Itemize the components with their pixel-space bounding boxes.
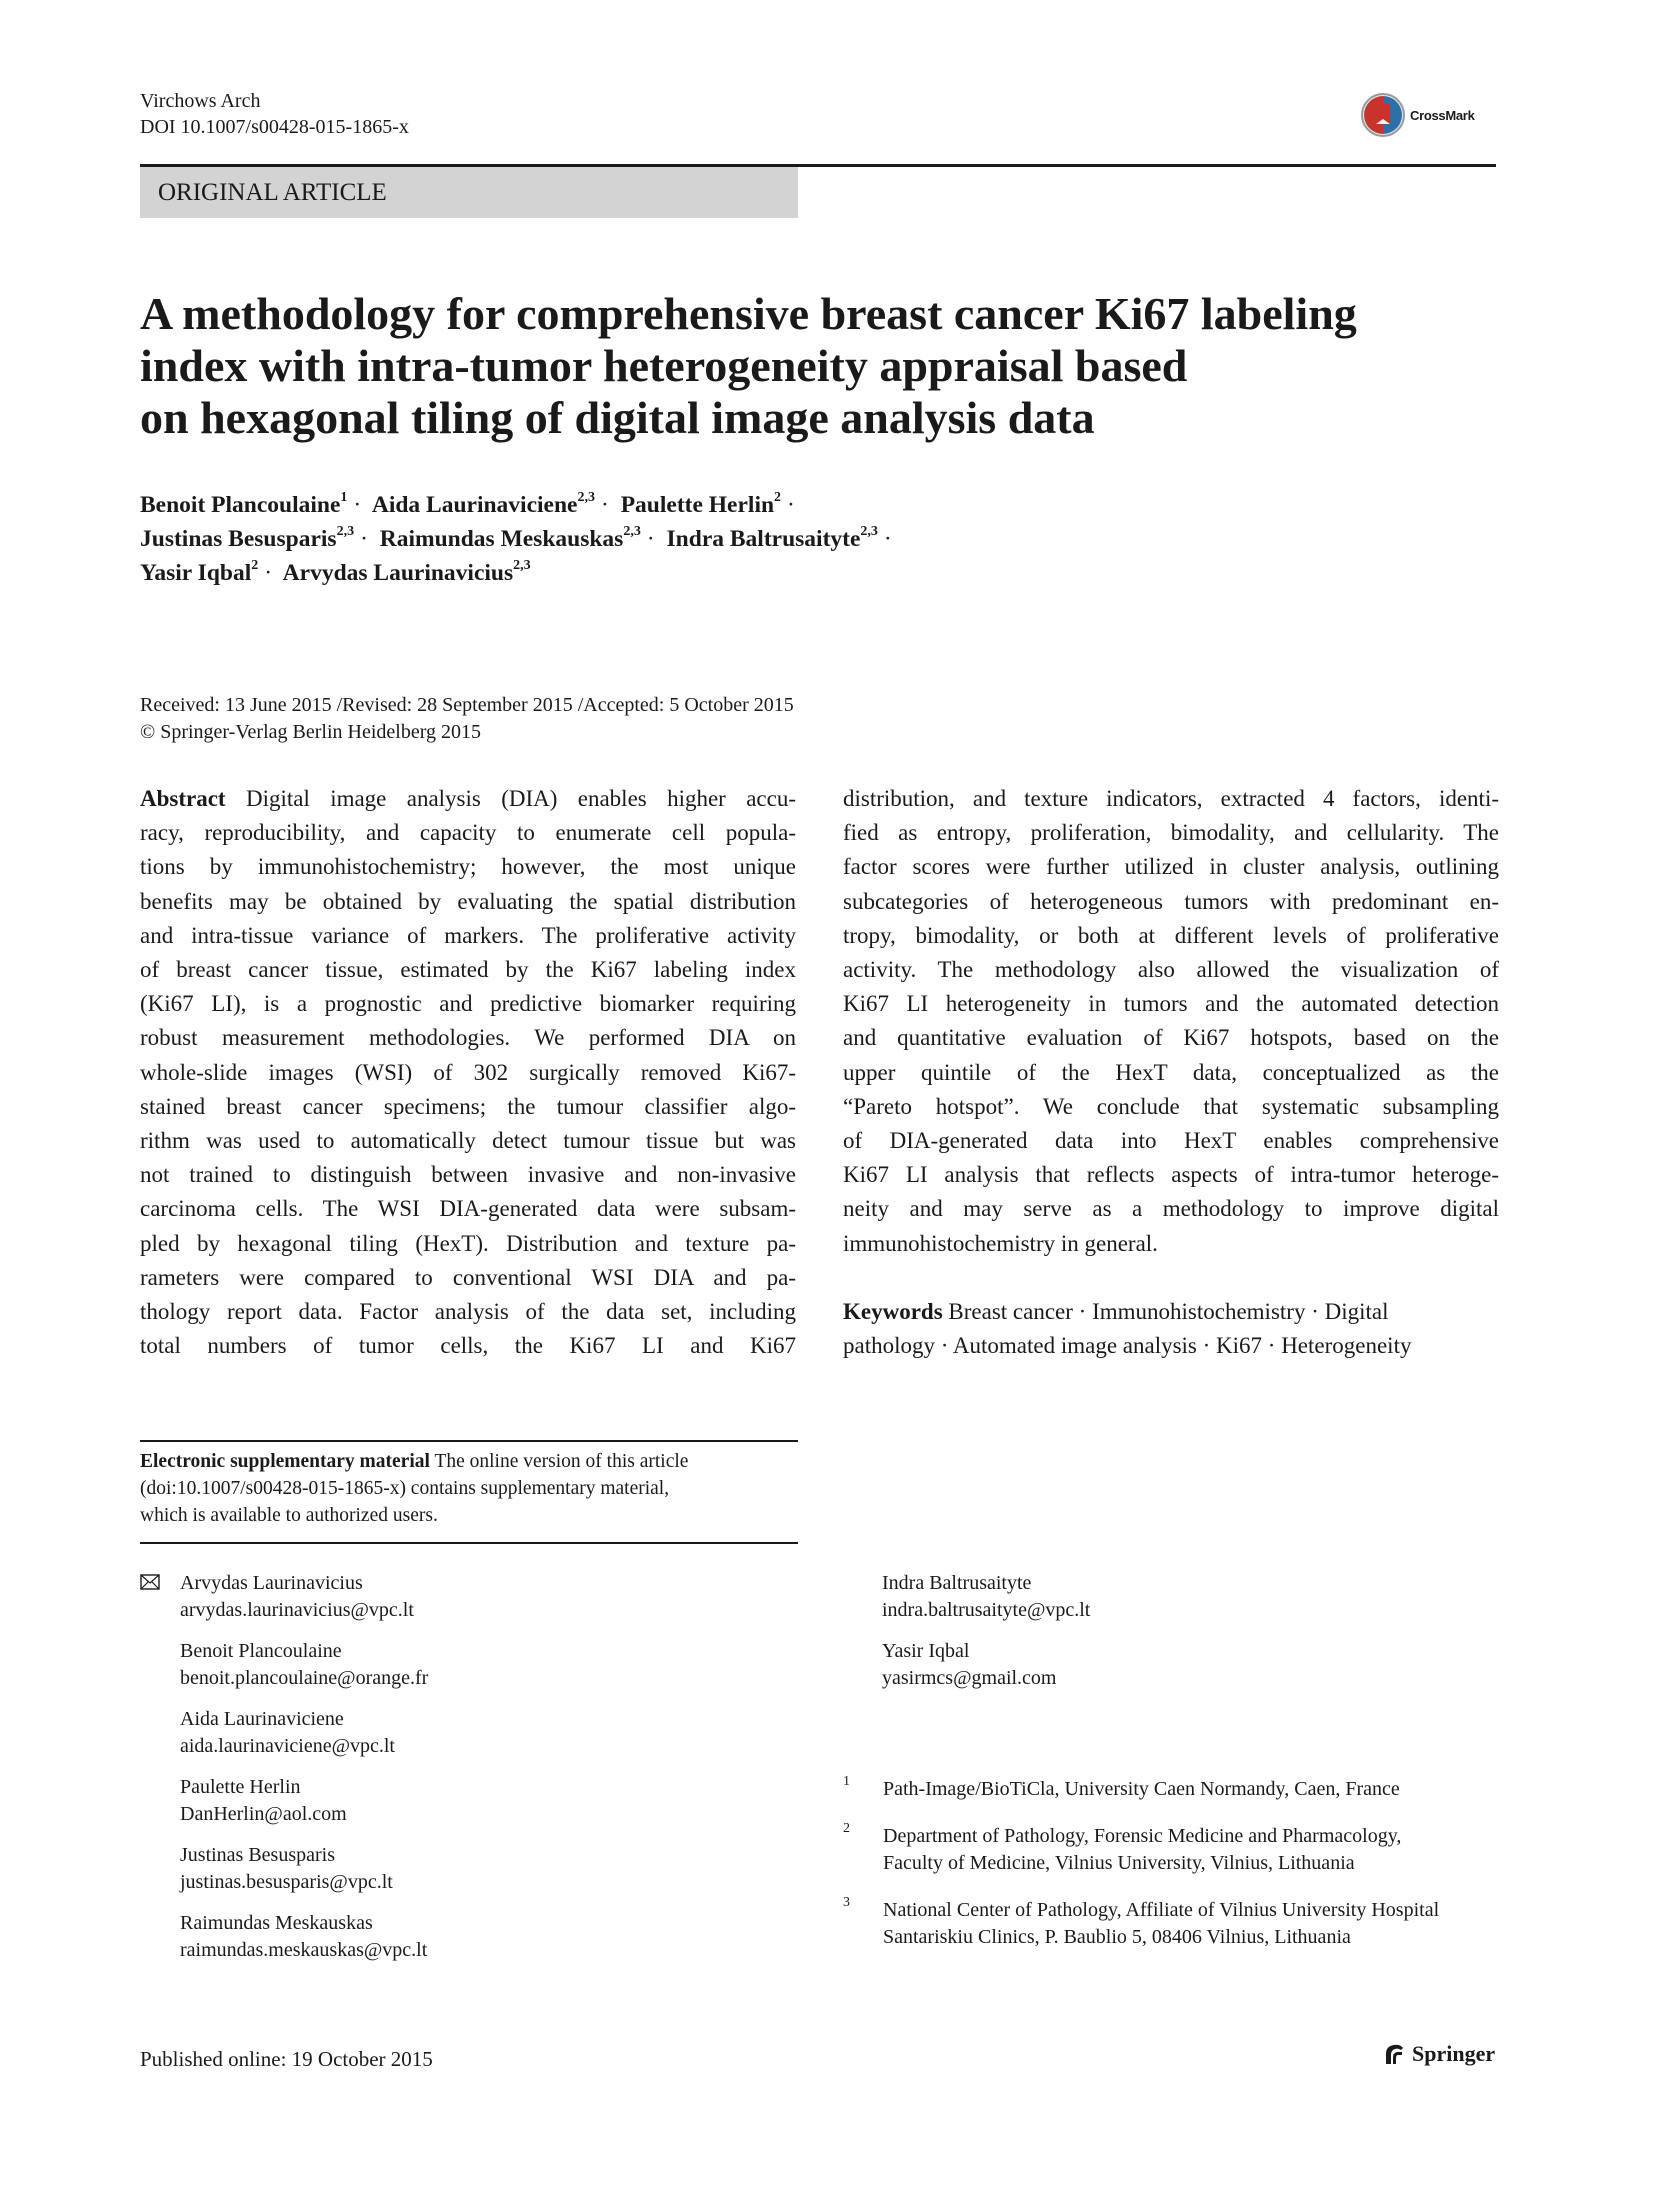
abstract-line: neity and may serve as a methodology to improve digital (843, 1196, 1499, 1222)
keywords-line: Keywords Breast cancer · Immunohistochemistry · Digital (843, 1299, 1389, 1324)
keywords-section (843, 1295, 1499, 1363)
affiliation-number: 2 (843, 1821, 850, 1836)
author-name[interactable]: Benoit Plancoulaine (140, 492, 341, 518)
abstract-line: and quantitative evaluation of Ki67 hotspots, based on the (843, 1025, 1499, 1051)
title-line: index with intra-tumor heterogeneity appraisal based (140, 340, 1188, 391)
abstract-line: total numbers of tumor cells, the Ki67 LI and Ki67 (140, 1333, 796, 1359)
publisher-logo (1380, 2040, 1495, 2068)
contact-email[interactable]: indra.baltrusaityte@vpc.lt (882, 1599, 1091, 1621)
author-affiliation: 2 (251, 558, 259, 574)
affiliation-text: National Center of Pathology, Affiliate of Vilnius University Hospital (883, 1899, 1440, 1921)
author-separator: · (883, 526, 892, 552)
author-affiliation: 2,3 (336, 524, 355, 540)
additional-contacts (882, 1570, 1090, 1706)
contact-name: Justinas Besusparis (180, 1844, 335, 1866)
affiliation-entry (843, 1897, 1523, 1951)
contact-email[interactable]: DanHerlin@aol.com (180, 1803, 347, 1825)
keywords-line: pathology · Automated image analysis · Ki67 · Heterogeneity (843, 1333, 1412, 1359)
author-name[interactable]: Yasir Iqbal (140, 560, 252, 586)
article-history (140, 692, 794, 746)
author-name[interactable]: Arvydas Laurinavicius (282, 560, 514, 586)
author-separator: · (353, 492, 362, 518)
author-separator: · (264, 560, 273, 586)
author-line (140, 556, 1440, 590)
contact-entry (882, 1638, 1090, 1692)
affiliation-text: Santariskiu Clinics, P. Baublio 5, 08406 Vilnius, Lithuania (883, 1926, 1351, 1948)
abstract-line: upper quintile of the HexT data, conceptualized as the (843, 1059, 1499, 1085)
crossmark-icon (1360, 92, 1406, 138)
abstract-line: robust measurement methodologies. We performed DIA on (140, 1025, 796, 1051)
abstract-line: (Ki67 LI), is a prognostic and predictive biomarker requiring (140, 991, 796, 1017)
publisher-name: Springer (1412, 2041, 1496, 2066)
author-affiliation: 2 (774, 490, 782, 506)
abstract-line: benefits may be obtained by evaluating the spatial distribution (140, 888, 796, 914)
author-name[interactable]: Paulette Herlin (620, 492, 775, 518)
author-name[interactable]: Aida Laurinaviciene (371, 492, 578, 518)
abstract-label: Abstract (140, 786, 226, 811)
title-line: A methodology for comprehensive breast cancer Ki67 labeling (140, 288, 1357, 339)
abstract-line: of breast cancer tissue, estimated by the Ki67 labeling index (140, 957, 796, 983)
author-separator: · (787, 492, 795, 518)
contact-name: Arvydas Laurinavicius (180, 1572, 363, 1594)
copyright-notice: © Springer-Verlag Berlin Heidelberg 2015 (140, 721, 482, 743)
title-line: on hexagonal tiling of digital image analysis data (140, 392, 1095, 443)
author-list (140, 488, 1440, 590)
contact-name: Raimundas Meskauskas (180, 1912, 373, 1934)
contact-email[interactable]: arvydas.laurinavicius@vpc.lt (180, 1599, 414, 1621)
contact-email[interactable]: benoit.plancoulaine@orange.fr (180, 1667, 429, 1689)
contact-entry (882, 1570, 1090, 1624)
springer-horse-icon (1380, 2040, 1408, 2068)
published-online-date: Published online: 19 October 2015 (140, 2047, 433, 2071)
article-title (140, 288, 1440, 444)
abstract-line: pled by hexagonal tiling (HexT). Distribution and texture pa- (140, 1230, 796, 1256)
corresponding-contacts (180, 1570, 428, 1978)
abstract-line: tions by immunohistochemistry; however, the most unique (140, 854, 796, 880)
abstract-line: “Pareto hotspot”. We conclude that systematic subsampling (843, 1093, 1499, 1119)
affiliations-list (843, 1776, 1523, 1971)
abstract-line: Ki67 LI heterogeneity in tumors and the automated detection (843, 991, 1499, 1017)
abstract-line: rameters were compared to conventional WSI DIA and pa- (140, 1264, 796, 1290)
abstract-line: thology report data. Factor analysis of the data set, including (140, 1299, 796, 1325)
abstract-column-left (140, 782, 796, 1363)
contact-name: Paulette Herlin (180, 1776, 301, 1798)
abstract-line: activity. The methodology also allowed the visualization of (843, 957, 1499, 983)
abstract-line: racy, reproducibility, and capacity to enumerate cell popula- (140, 820, 796, 846)
author-separator: · (600, 492, 609, 518)
author-separator: · (646, 526, 655, 552)
author-affiliation: 2,3 (577, 490, 595, 506)
abstract-line: of DIA-generated data into HexT enables comprehensive (843, 1128, 1499, 1154)
abstract-line: Ki67 LI analysis that reflects aspects of intra-tumor heteroge- (843, 1162, 1499, 1188)
abstract-line: carcinoma cells. The WSI DIA-generated data were subsam- (140, 1196, 796, 1222)
abstract-line: whole-slide images (WSI) of 302 surgically removed Ki67- (140, 1059, 796, 1085)
contact-name: Yasir Iqbal (882, 1640, 970, 1662)
author-name[interactable]: Justinas Besusparis (140, 526, 337, 552)
author-affiliation: 2,3 (623, 524, 641, 540)
esm-rule-top (140, 1440, 798, 1442)
crossmark-badge[interactable] (1360, 92, 1505, 138)
author-affiliation: 2,3 (513, 558, 531, 574)
contact-entry (180, 1706, 428, 1760)
esm-rule-bottom (140, 1542, 798, 1544)
contact-email[interactable]: justinas.besusparis@vpc.lt (180, 1871, 393, 1893)
abstract-line: and intra-tissue variance of markers. The proliferative activity (140, 922, 796, 948)
affiliation-text: Faculty of Medicine, Vilnius University, Vilnius, Lithuania (883, 1852, 1355, 1874)
contact-entry (180, 1842, 428, 1896)
affiliation-entry (843, 1776, 1523, 1803)
author-name[interactable]: Indra Baltrusaityte (666, 526, 861, 552)
envelope-icon (140, 1574, 160, 1590)
author-name[interactable]: Raimundas Meskauskas (379, 526, 624, 552)
journal-name: Virchows Arch (140, 90, 261, 112)
abstract-line: factor scores were further utilized in cluster analysis, outlining (843, 854, 1499, 880)
contact-entry (180, 1774, 428, 1828)
contact-email[interactable]: raimundas.meskauskas@vpc.lt (180, 1939, 428, 1961)
author-affiliation: 2,3 (860, 524, 878, 540)
affiliation-number: 3 (843, 1895, 850, 1910)
abstract-line: immunohistochemistry in general. (843, 1230, 1158, 1256)
esm-line: which is available to authorized users. (140, 1505, 438, 1526)
affiliation-text: Department of Pathology, Forensic Medicine and Pharmacology, (883, 1825, 1402, 1847)
author-separator: · (360, 526, 368, 552)
abstract-line: Abstract Digital image analysis (DIA) enables higher accu- (140, 786, 796, 811)
abstract-column-right (843, 782, 1499, 1261)
article-doi: DOI 10.1007/s00428-015-1865-x (140, 116, 409, 138)
author-line (140, 488, 1440, 522)
contact-entry (180, 1638, 428, 1692)
contact-email[interactable]: yasirmcs@gmail.com (882, 1667, 1057, 1689)
supplementary-material-note: Electronic supplementary material The online version of this article (doi:10.1007/s00428-015-1865-x) contains supplementary material, which is available to authorized users. (140, 1448, 798, 1529)
contact-name: Aida Laurinaviciene (180, 1708, 344, 1730)
contact-name: Benoit Plancoulaine (180, 1640, 342, 1662)
affiliation-text: Path-Image/BioTiCla, University Caen Normandy, Caen, France (883, 1778, 1400, 1800)
esm-label: Electronic supplementary material (140, 1451, 430, 1472)
abstract-line: not trained to distinguish between invasive and non-invasive (140, 1162, 796, 1188)
author-line (140, 522, 1440, 556)
contact-name: Indra Baltrusaityte (882, 1572, 1032, 1594)
contact-entry (180, 1910, 428, 1964)
abstract-line: rithm was used to automatically detect tumour tissue but was (140, 1128, 796, 1154)
keywords-label: Keywords (843, 1299, 943, 1324)
contact-email[interactable]: aida.laurinaviciene@vpc.lt (180, 1735, 395, 1757)
abstract-line: subcategories of heterogeneous tumors with predominant en- (843, 888, 1499, 914)
crossmark-label: CrossMark (1410, 107, 1475, 123)
history-dates: Received: 13 June 2015 /Revised: 28 September 2015 /Accepted: 5 October 2015 (140, 694, 794, 716)
contact-entry (180, 1570, 428, 1624)
author-affiliation: 1 (340, 490, 348, 506)
esm-line[interactable]: (doi:10.1007/s00428-015-1865-x) contains supplementary material, (140, 1478, 670, 1499)
abstract-line: stained breast cancer specimens; the tumour classifier algo- (140, 1093, 796, 1119)
abstract-line: distribution, and texture indicators, extracted 4 factors, identi- (843, 786, 1499, 811)
journal-header (140, 88, 409, 140)
affiliation-number: 1 (843, 1774, 850, 1789)
abstract-line: tropy, bimodality, or both at different levels of proliferative (843, 922, 1499, 948)
affiliation-entry (843, 1823, 1523, 1877)
article-type-banner: ORIGINAL ARTICLE (140, 167, 798, 218)
abstract-line: fied as entropy, proliferation, bimodality, and cellularity. The (843, 820, 1499, 846)
